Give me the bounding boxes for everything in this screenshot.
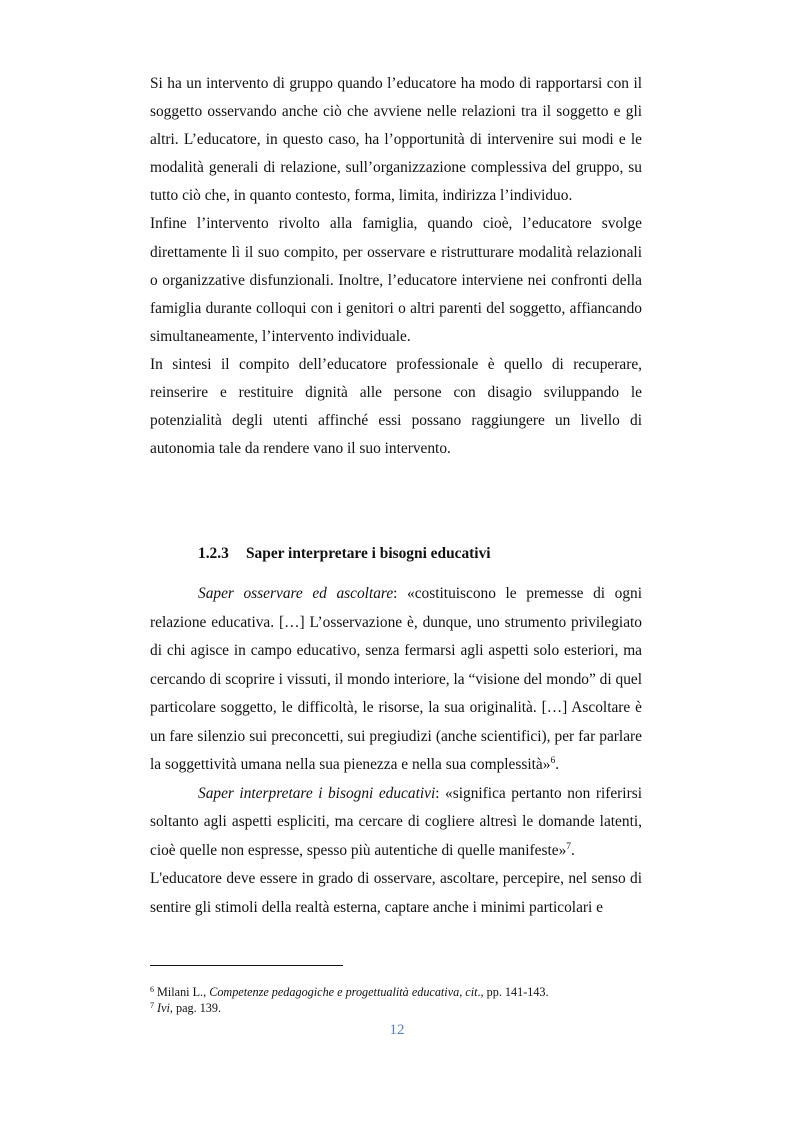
section-title: Saper interpretare i bisogni educativi [246,545,491,562]
section-number: 1.2.3 [198,545,229,562]
footnote-ref-6[interactable]: 6 [550,756,556,766]
observe-text: : «costituiscono le premesse di ogni relazione educativa. […] L’osservazione è, dunque, uno strumento privilegiato di chi agisce in campo educativo, senza fermarsi agli aspetti solo esteriori, ma cercando di scoprire i vissuti, il mondo interiore, la “visione del mondo” di quel particolare soggetto, le difficoltà, le risorse, la sua originalità. […] Ascoltare è un fare silenzio sui preconcetti, sui pregiudizi (anche scientifici), per far parlare la soggettività umana nella sua pienezza e nella sua complessità» [150,585,642,773]
footnote-ivi: Ivi [157,1000,170,1015]
footnote-number: 6 [150,985,154,994]
footnote-ref-7[interactable]: 7 [566,841,572,852]
interpret-lead: Saper interpretare i bisogni educativi [198,784,436,802]
footnote-separator [150,965,343,966]
paragraph-group-intervention: Si ha un intervento di gruppo quando l’educatore ha modo di rapportarsi con il soggetto osservando anche ciò che avviene nelle relazioni tra il soggetto e gli altri. L’educatore, in questo caso, ha l’opportunità di intervenire sui modi e le modalità generali di relazione, sull’organizzazione complessiva del gruppo, su tutto ciò che, in quanto contesto, forma, limita, indirizza l’individuo. [150,75,642,205]
footnote-separator-text: , [459,985,466,999]
paragraph-observe [150,580,642,780]
paragraph-interpret [150,780,642,866]
paragraph-summary: In sintesi il compito dell’educatore professionale è quello di recuperare, reinserire e restituire dignità alle persone con disagio sviluppando le potenzialità degli utenti affinché essi possano raggiungere un livello di autonomia tale da rendere vano il suo intervento. [150,355,642,458]
footnote-pages: , pag. 139. [169,1000,222,1015]
observe-end: . [555,756,560,773]
footnote-7 [150,1001,650,1017]
footnotes [150,985,650,1016]
interpret-end: . [571,841,575,859]
footnote-6 [150,985,650,1001]
paragraph-educator-skills: L'educatore deve essere in grado di osservare, ascoltare, percepire, nel senso di sentire gli stimoli della realtà esterna, captare anche i minimi particolari e [150,870,642,916]
observe-lead: Saper osservare ed ascoltare [198,585,394,602]
page-number: 12 [389,1022,405,1038]
paragraph-family-intervention: Infine l’intervento rivolto alla famiglia, quando cioè, l’educatore svolge direttamente lì il suo compito, per osservare e ristrutturare modalità relazionali o organizzative disfunzionali. Inoltre, l’educatore interviene nei confronti della famiglia durante colloqui con i genitori o altri parenti del soggetto, affiancando simultaneamente, l’intervento individuale. [150,215,642,345]
footnote-number: 7 [150,1000,154,1010]
footnote-cit: cit [465,985,478,999]
body-text-top [150,70,642,463]
footnote-author: Milani L., [154,985,210,999]
section-body [150,580,642,922]
footnote-book-title: Competenze pedagogiche e progettualità educativa [209,985,460,999]
interpret-text: : «significa pertanto non riferirsi soltanto agli aspetti espliciti, ma cercare di cogliere altresì le domande latenti, cioè quelle non espresse, spesso più autentiche di quelle manifeste» [150,784,642,859]
section-heading [198,545,491,563]
footnote-pages: ., pp. 141-143. [477,985,549,999]
